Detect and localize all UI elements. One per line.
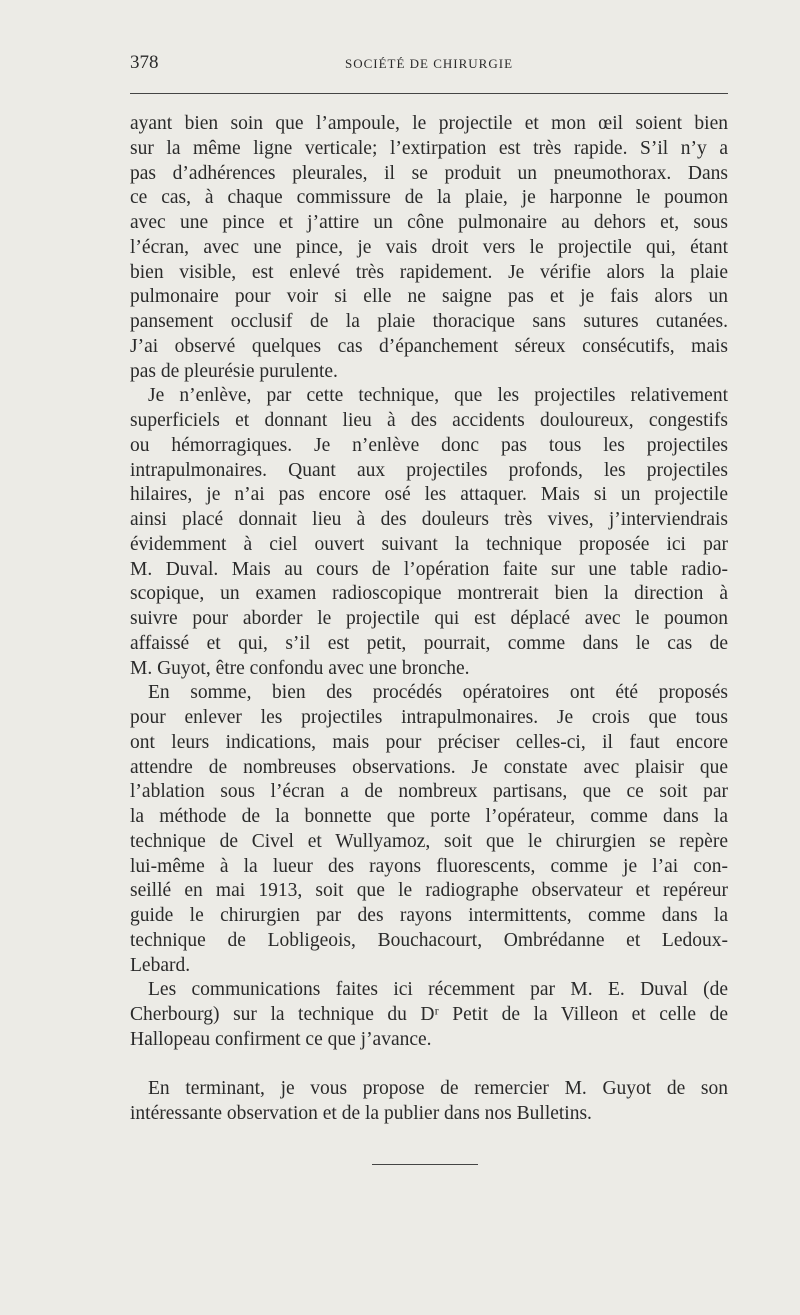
text-line: affaissé et qui, s’il est petit, pourrait, comme dans le cas de	[130, 632, 728, 654]
text-line: la méthode de la bonnette que porte l’opérateur, comme dans la	[130, 806, 728, 827]
text-line: hilaires, je n’ai pas encore osé les attaquer. Mais si un projectile	[130, 484, 728, 506]
paragraph	[130, 681, 728, 978]
text-line: M. Guyot, être confondu avec une bronche.	[130, 657, 470, 679]
text-line: Je n’enlève, par cette technique, que les projectiles relativement	[148, 385, 728, 407]
paragraph	[130, 112, 728, 384]
text-line: Hallopeau confirment ce que j’avance.	[130, 1028, 432, 1050]
text-line: En somme, bien des procédés opératoires ont été proposés	[148, 682, 728, 704]
text-line: guide le chirurgien par des rayons intermittents, comme dans la	[130, 905, 728, 926]
text-line: pas de pleurésie purulente.	[130, 360, 338, 382]
text-line: Lebard.	[130, 954, 191, 976]
body-text	[130, 112, 728, 1127]
text-line: pansement occlusif de la plaie thoracique sans sutures cutanées.	[130, 311, 728, 332]
text-line: évidemment à ciel ouvert suivant la technique proposée ici par	[130, 533, 728, 555]
text-line: ont leurs indications, mais pour préciser celles-ci, il faut encore	[130, 731, 728, 753]
text-line: Les communications faites ici récemment par M. E. Duval (de	[148, 979, 728, 1001]
text-line: seillé en mai 1913, soit que le radiographe observateur et repéreur	[130, 880, 728, 902]
end-ornament-rule	[372, 1164, 478, 1165]
text-line: l’ablation sous l’écran a de nombreux partisans, que ce soit par	[130, 781, 728, 803]
text-line: attendre de nombreuses observations. Je constate avec plaisir que	[130, 756, 728, 778]
text-line: lui-même à la lueur des rayons fluorescents, comme je l’ai con-	[130, 855, 728, 877]
text-line: scopique, un examen radioscopique montrerait bien la direction à	[130, 583, 728, 605]
text-line: technique de Civel et Wullyamoz, soit que le chirurgien se repère	[130, 830, 728, 852]
page-number: 378	[130, 52, 159, 73]
text-line: suivre pour aborder le projectile qui est déplacé avec le poumon	[130, 608, 728, 629]
text-line: superficiels et donnant lieu à des accidents douloureux, congestifs	[130, 410, 728, 431]
paragraph	[130, 978, 728, 1052]
paragraph	[130, 384, 728, 681]
text-line: l’écran, avec une pince, je vais droit vers le projectile qui, étant	[130, 236, 728, 258]
text-line: technique de Lobligeois, Bouchacourt, Ombrédanne et Ledoux-	[130, 929, 728, 951]
text-line: ce cas, à chaque commissure de la plaie, je harponne le poumon	[130, 187, 728, 209]
text-line: En terminant, je vous propose de remercier M. Guyot de son	[148, 1078, 728, 1100]
text-line: ou hémorragiques. Je n’enlève donc pas tous les projectiles	[130, 434, 728, 456]
text-line: Cherbourg) sur la technique du Dʳ Petit de la Villeon et celle de	[130, 1004, 728, 1025]
text-line: pas d’adhérences pleurales, il se produit un pneumothorax. Dans	[130, 162, 728, 184]
text-line: intrapulmonaires. Quant aux projectiles profonds, les projectiles	[130, 459, 728, 481]
text-line: ainsi placé donnait lieu à des douleurs très vives, j’interviendrais	[130, 509, 728, 530]
text-line: sur la même ligne verticale; l’extirpation est très rapide. S’il n’y a	[130, 137, 728, 159]
running-title: SOCIÉTÉ DE CHIRURGIE	[344, 56, 514, 71]
text-line: M. Duval. Mais au cours de l’opération faite sur une table radio-	[130, 558, 728, 580]
text-line: J’ai observé quelques cas d’épanchement séreux consécutifs, mais	[130, 335, 728, 357]
text-line: intéressante observation et de la publier dans nos Bulletins.	[130, 1103, 592, 1124]
text-line: avec une pince et j’attire un cône pulmonaire au dehors et, sous	[130, 212, 728, 233]
text-line: bien visible, est enlevé très rapidement. Je vérifie alors la plaie	[130, 261, 728, 283]
text-line: pulmonaire pour voir si elle ne saigne pas et je fais alors un	[130, 286, 728, 308]
paragraph	[130, 1077, 728, 1127]
text-line: ayant bien soin que l’ampoule, le projectile et mon œil soient bien	[130, 113, 728, 134]
paragraph-gap	[130, 1053, 728, 1078]
text-line: pour enlever les projectiles intrapulmonaires. Je crois que tous	[130, 707, 728, 728]
header-rule	[130, 93, 728, 94]
